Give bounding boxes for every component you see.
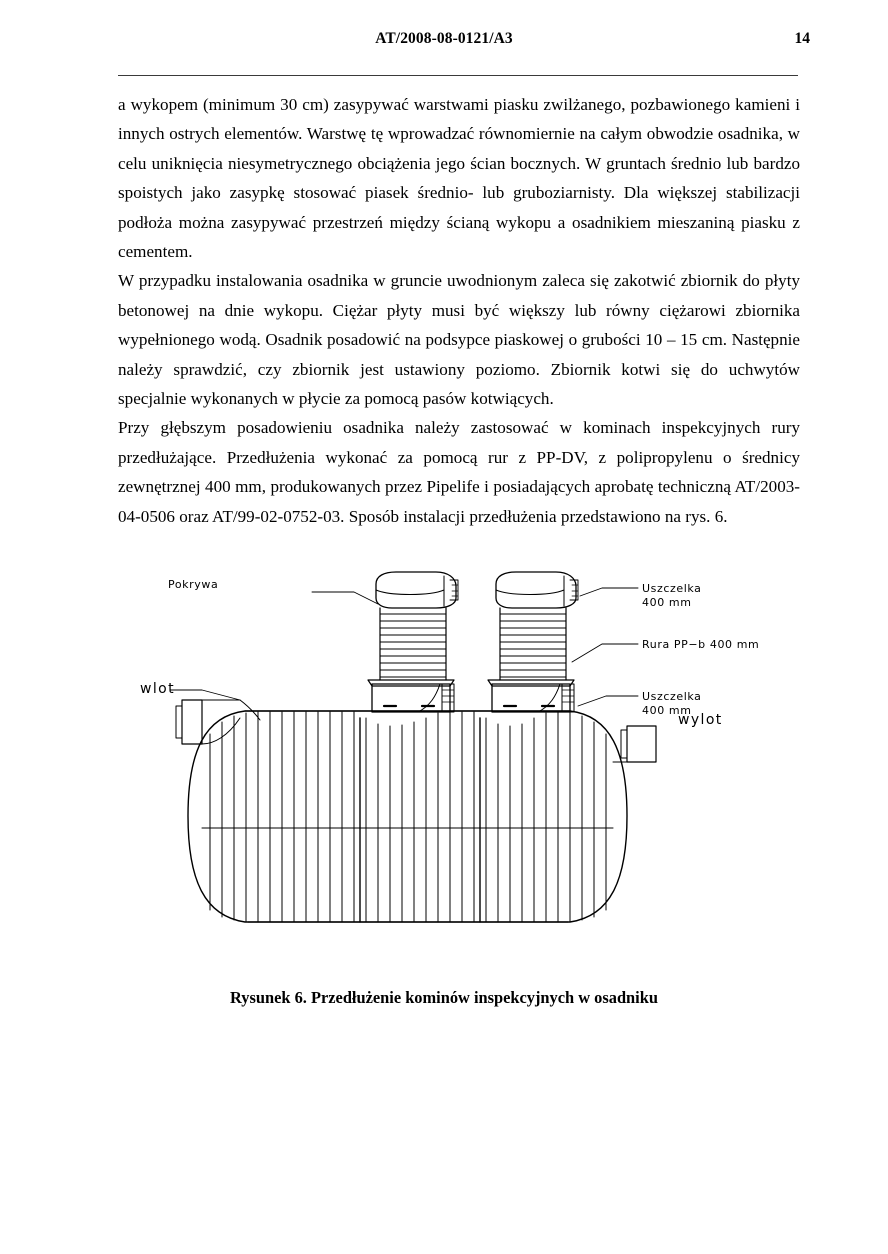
- label-gasket-top-line2: 400 mm: [642, 596, 692, 609]
- paragraph-riser-extensions: Przy głębszym posadowieniu osadnika należy zastosować w kominach inspekcyjnych rury przedłużające. Przedłużenia wykonać za pomocą rur z PP-DV, z polipropylenu o średnicy zewnętrznej 400 mm, produkowanych przez Pipelife i posiadających aprobatę techniczną AT/2003-04-0506 oraz AT/99-02-0752-03. Sposób instalacji przedłużenia przedstawiono na rys. 6.: [118, 418, 800, 526]
- header-divider-rule: [118, 75, 798, 76]
- label-gasket-top-line1: Uszczelka: [642, 582, 702, 595]
- leader-lines: [312, 588, 638, 706]
- tank-ribs: [210, 712, 606, 922]
- paragraph-backfill: a wykopem (minimum 30 cm) zasypywać warstwami piasku zwilżanego, pozbawionego kamieni i innych ostrych elementów. Warstwę tę wprowadzać równomiernie na całym obwodzie osadnika, w celu uniknięcia niesymetrycznego obciążenia jego ścian bocznych. W gruntach średnio lub bardzo spoistych jako zasypkę stosować piasek średnio- lub gruboziarnisty. Dla większej stabilizacji podłoża można zasypywać przestrzeń między ścianą wykopu a osadnikiem mieszaniną piasku z cementem.: [118, 95, 800, 262]
- riser-right: [488, 572, 578, 712]
- paragraph-waterlogged-ground: W przypadku instalowania osadnika w gruncie uwodnionym zaleca się zakotwić zbiornik do płyty betonowej na dnie wykopu. Ciężar płyty musi być większy lub równy ciężarowi zbiornika wypełnionego wodą. Osadnik posadowić na podsypce piaskowej o grubości 10 – 15 cm. Następnie należy sprawdzić, czy zbiornik jest ustawiony poziomo. Zbiornik kotwi się do uchwytów specjalnie wykonanych w płycie za pomocą pasów kotwiących.: [118, 271, 800, 409]
- label-gasket-bottom-line1: Uszczelka: [642, 690, 702, 703]
- label-pipe: Rura PP−b 400 mm: [642, 638, 760, 651]
- header-document-id: AT/2008-08-0121/A3: [375, 30, 513, 47]
- label-gasket-bottom-line2: 400 mm: [642, 704, 692, 717]
- label-cover: Pokrywa: [168, 578, 219, 591]
- header-page-number: 14: [794, 30, 810, 47]
- label-inlet: wlot: [140, 681, 175, 697]
- riser-left: [368, 572, 458, 712]
- figure-6: [0, 566, 888, 1006]
- figure-caption: Rysunek 6. Przedłużenie kominów inspekcyjnych w osadniku: [230, 988, 658, 1007]
- tank-shell: [188, 711, 627, 922]
- document-body: [118, 90, 800, 531]
- page-header: [0, 30, 888, 60]
- settling-tank-drawing: [140, 566, 760, 986]
- label-outlet: wylot: [678, 712, 723, 728]
